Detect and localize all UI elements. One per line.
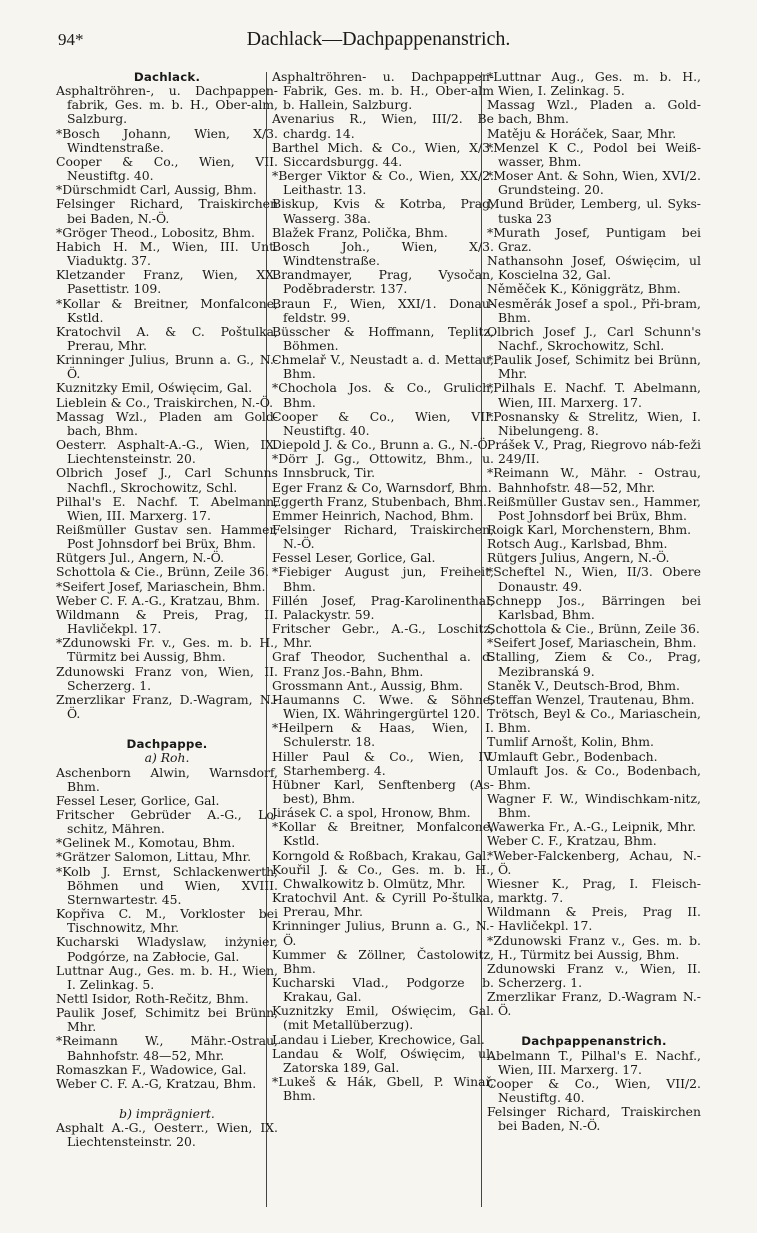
directory-entry: Nathansohn Josef, Oświęcim, ul Koscielna 32, Gal. [487,253,701,283]
directory-entry: Haumanns C. Wwe. & Söhne, Wien, IX. Währingergürtel 120. [272,691,494,722]
directory-entry: Kuznitzky Emil, Oświęcim, Gal. (mit Metallüberzug). [272,1003,494,1033]
directory-entry: *Grätzer Salomon, Littau, Mhr. [56,849,252,865]
directory-entry: Kucharski Vlad., Podgorze b. Krakau, Gal. [272,975,494,1005]
directory-column-1 [56,70,278,1150]
directory-entry: Braun F., Wien, XXI/1. Donau-feldstr. 99. [272,295,494,325]
directory-entry: Abelmann T., Pilhal's E. Nachf., Wien, III. Marxerg. 17. [487,1047,701,1077]
directory-entry: Cooper & Co., Wien, VII. Neustiftg. 40. [56,153,278,184]
subsection-heading: b) imprägniert. [119,1106,215,1122]
directory-entry: Trötsch, Beyl & Co., Mariaschein, Bhm. [487,706,701,736]
directory-entry: Oesterr. Asphalt-A.-G., Wien, IX. Liechtensteinstr. 20. [56,437,278,467]
section-heading: Dachpappenanstrich. [521,1034,667,1049]
directory-entry: Pilhal's E. Nachf. T. Abelmann, Wien, III. Marxerg. 17. [56,493,278,523]
directory-entry: Schottola & Cie., Brünn, Zeile 36. [56,564,269,580]
directory-entry: Cooper & Co., Wien, VII/2. Neustiftg. 40. [487,1075,701,1106]
directory-entry: *Pilhals E. Nachf. T. Abelmann, Wien, III. Marxerg. 17. [487,380,701,410]
directory-entry: Kopřiva C. M., Vorkloster bei Tischnowitz, Mhr. [56,906,278,936]
directory-column-2 [272,70,494,1103]
page-header [0,18,757,58]
directory-entry: Weber C. F. A.-G, Kratzau, Bhm. [56,1075,257,1091]
directory-entry: Büsscher & Hoffmann, Teplitz, Böhmen. [272,323,494,353]
directory-entry: Nettl Isidor, Roth-Rečitz, Bhm. [56,991,249,1006]
section-heading: Dachlack. [133,70,201,84]
directory-entry: Emmer Heinrich, Nachod, Bhm. [272,507,474,523]
directory-entry: Kuznitzky Emil, Oświęcim, Gal. [56,380,253,396]
directory-entry: *Chochola Jos. & Co., Grulich, Bhm. [272,380,494,410]
directory-entry: Kucharski Wladyslaw, inżynier, Podgórze, na Zabłocie, Gal. [56,934,278,964]
directory-entry: *Weber-Falckenberg, Achau, N.-Ö. [487,847,701,877]
directory-entry: Nesměrák Josef a spol., Při-bram, Bhm. [487,295,701,325]
directory-entry: *Menzel K C., Podol bei Weiß-wasser, Bhm. [487,139,701,169]
directory-entry: Landau i Lieber, Krechowice, Gal. [272,1031,485,1047]
directory-entry: *Seifert Josef, Mariaschein, Bhm. [56,578,266,594]
directory-entry: Krinninger Julius, Brunn a. G., N.-Ö. [56,352,278,382]
directory-entry: Fessel Leser, Gorlice, Gal. [272,550,436,566]
directory-entry: Wildmann & Preis, Prag II. Havličekpl. 17. [487,904,701,934]
directory-entry: *Fiebiger August jun, Freiheit, Bhm. [272,564,494,594]
directory-entry: Schottola & Cie., Brünn, Zeile 36. [487,621,700,637]
section-heading: Dachpappe. [126,737,208,752]
directory-entry: *Berger Viktor & Co., Wien, XX/2. Leithastr. 13. [272,168,494,198]
section-gap [487,1018,701,1034]
directory-entry: *Kollar & Breitner, Monfalcone, Kstld. [272,819,494,849]
subsection-heading: a) Roh. [144,750,190,766]
directory-entry: *Heilpern & Haas, Wien, I. Schulerstr. 18. [272,720,494,750]
directory-entry: Fritscher Gebr., A.-G., Loschitz, Mhr. [272,621,494,651]
directory-entry: Tumlif Arnošt, Kolin, Bhm. [487,734,654,750]
directory-entry: Stalling, Ziem & Co., Prag, Mezibranská 9. [487,649,701,679]
directory-entry: *Scheftel N., Wien, II/3. Obere Donaustr. 49. [487,564,701,594]
directory-entry: Weber C. F., Kratzau, Bhm. [487,833,657,849]
directory-entry: *Dörr J. Gg., Ottowitz, Bhm., u. Innsbruck, Tir. [272,451,494,481]
directory-entry: Felsinger Richard, Traiskirchen bei Baden, N.-Ö. [487,1104,701,1134]
directory-entry: Chmelař V., Neustadt a. d. Mettau, Bhm. [272,352,494,382]
directory-entry: Wawerka Fr., A.-G., Leipnik, Mhr. [487,819,697,835]
directory-entry: Habich H. M., Wien, III. Unt. Viaduktg. 37. [56,238,278,269]
directory-entry: Olbrich Josef J., Carl Schunn's Nachf., Skrochowitz, Schl. [487,323,701,353]
directory-entry: Zmerzlikar Franz, D.-Wagram, N.-Ö. [56,691,278,722]
directory-entry: *Bosch Johann, Wien, X/3. Windtenstraße. [56,125,278,155]
directory-entry: Eggerth Franz, Stubenbach, Bhm. [272,493,487,509]
directory-entry: *Gröger Theod., Lobositz, Bhm. [56,224,255,240]
directory-entry: Brandmayer, Prag, Vysočan, Poděbraderstr. 137. [272,267,494,297]
directory-entry: Kratochvil Ant. & Cyrill Po-štulka, Prerau, Mhr. [272,890,494,920]
directory-entry: Felsinger Richard, Traiskirchen, N.-Ö. [272,522,494,552]
directory-entry: Weber C. F. A.-G., Kratzau, Bhm. [56,592,261,608]
section-gap [56,721,278,737]
running-title: Dachlack—Dachpappenanstrich. [246,28,511,50]
directory-entry: Zdunowski Franz v., Wien, II. Scherzerg. 1. [487,960,701,990]
directory-entry: Hiller Paul & Co., Wien, IV. Starhemberg. 4. [272,748,494,778]
directory-entry: Reißmüller Gustav sen., Hammer, Post Johnsdorf bei Brüx, Bhm. [487,493,701,523]
directory-entry: Matěju & Horáček, Saar, Mhr. [487,125,677,141]
directory-entry: Prášek V., Prag, Riegrovo náb-feži 249/II. [487,437,701,467]
directory-entry: Krinninger Julius, Brunn a. G., N.-Ö. [272,918,494,948]
directory-entry: Eger Franz & Co, Warnsdorf, Bhm. [272,479,492,495]
directory-entry: Kratochvil A. & C. Poštulka, Prerau, Mhr. [56,323,278,353]
directory-entry: *Zdunowski Fr. v., Ges. m. b. H., Türmitz bei Aussig, Bhm. [56,635,278,665]
directory-entry: Felsinger Richard, Traiskirchen bei Baden, N.-Ö. [56,196,278,226]
directory-entry: *Reimann W., Mähr. - Ostrau, Bahnhofstr. 48—52, Mhr. [487,465,701,495]
directory-entry: Diepold J. & Co., Brunn a. G., N.-Ö. [272,437,491,453]
directory-entry: Wagner F. W., Windischkam-nitz, Bhm. [487,790,701,821]
directory-entry: Blažek Franz, Polička, Bhm. [272,224,448,240]
directory-entry: Roigk Karl, Morchenstern, Bhm. [487,522,692,537]
directory-entry: Lieblein & Co., Traiskirchen, N.-Ö. [56,394,274,410]
directory-entry: Asphaltröhren- u. Dachpappen-Fabrik, Ges. m. b. H., Ober-alm b. Hallein, Salzburg. [272,69,494,113]
directory-entry: Mund Brüder, Lemberg, ul. Syks-tuska 23 [487,196,701,226]
directory-entry: Landau & Wolf, Oświęcim, ul. Zatorska 189, Gal. [272,1045,494,1075]
directory-entry: *Reimann W., Mähr.-Ostrau, Bahnhofstr. 48—52, Mhr. [56,1033,278,1063]
directory-entry: *Moser Ant. & Sohn, Wien, XVI/2. Grundsteing. 20. [487,168,701,198]
directory-entry: Korngold & Roßbach, Krakau, Gal. [272,847,491,863]
directory-entry: Fillén Josef, Prag-Karolinenthal, Palackystr. 59. [272,592,494,622]
directory-entry: Graf Theodor, Suchenthal a. d. Franz Jos.-Bahn, Bhm. [272,649,494,679]
directory-entry: Asphaltröhren-, u. Dachpappen-fabrik, Ges. m. b. H., Ober-alm, Salzburg. [56,83,278,127]
directory-entry: Avenarius R., Wien, III/2. Be chardg. 14. [272,111,494,141]
directory-entry: Zmerzlikar Franz, D.-Wagram N.-Ö. [487,989,701,1019]
directory-entry: *Paulik Josef, Schimitz bei Brünn, Mhr. [487,352,701,382]
directory-entry: *Murath Josef, Puntigam bei Graz. [487,224,701,254]
directory-entry: *Dürschmidt Carl, Aussig, Bhm. [56,182,257,198]
directory-entry: *Kollar & Breitner, Monfalcone, Kstld. [56,295,278,325]
directory-entry: Umlauft Gebr., Bodenbach. [487,748,658,764]
directory-entry: *Kolb J. Ernst, Schlackenwerth, Böhmen und Wien, XVIII. Sternwartestr. 45. [56,863,278,907]
directory-entry: *Posnansky & Strelitz, Wien, I. Nibelungeng. 8. [487,408,701,438]
directory-entry: Jirásek C. a spol, Hronow, Bhm. [272,805,471,821]
directory-entry: Biskup, Kvis & Kotrba, Prag, Wasserg. 38a. [272,196,494,226]
directory-entry: *Lukeš & Hák, Gbell, P. Winař, Bhm. [272,1074,494,1104]
directory-entry: Aschenborn Alwin, Warnsdorf, Bhm. [56,764,278,794]
directory-entry: Cooper & Co., Wien, VII. Neustiftg. 40. [272,408,494,438]
directory-entry: Kouřil J. & Co., Ges. m. b. H., Chwalkowitz b. Olmütz, Mhr. [272,861,494,891]
directory-entry: Staněk V., Deutsch-Brod, Bhm. [487,677,680,693]
directory-entry: Wildmann & Preis, Prag, II. Havličekpl. 17. [56,606,278,637]
directory-entry: Grossmann Ant., Aussig, Bhm. [272,677,463,693]
directory-entry: Kummer & Zöllner, Častolowitz, Bhm. [272,946,494,976]
page-number: 94* [58,30,84,49]
directory-entry: Fessel Leser, Gorlice, Gal. [56,792,220,808]
directory-entry: Luttnar Aug., Ges. m. b. H., Wien, I. Zelinkag. 5. [56,962,278,992]
directory-entry: *Luttnar Aug., Ges. m. b. H., Wien, I. Zelinkag. 5. [487,69,701,99]
directory-entry: Kletzander Franz, Wien, XX. Pasettistr. 109. [56,267,278,297]
directory-entry: Steffan Wenzel, Trautenau, Bhm. [487,691,695,707]
directory-entry: Fritscher Gebrüder A.-G., Lo-schitz, Mähren. [56,806,278,837]
section-gap [56,1091,278,1107]
directory-entry: Schnepp Jos., Bärringen bei Karlsbad, Bhm. [487,592,701,622]
directory-column-3 [487,70,701,1134]
directory-entry: *Zdunowski Franz v., Ges. m. b. H., Türmitz bei Aussig, Bhm. [487,932,701,962]
directory-entry: Asphalt A.-G., Oesterr., Wien, IX. Liechtensteinstr. 20. [56,1120,278,1150]
directory-entry: Umlauft Jos. & Co., Bodenbach, Bhm. [487,762,701,792]
directory-entry: *Gelinek M., Komotau, Bhm. [56,835,236,851]
directory-entry: Massag Wzl., Pladen am Gold-bach, Bhm. [56,408,278,438]
directory-entry: *Seifert Josef, Mariaschein, Bhm. [487,635,697,651]
directory-entry: Hübner Karl, Senftenberg (As-best), Bhm. [272,776,494,806]
directory-entry: Bosch Joh., Wien, X/3. Windtenstraße. [272,238,494,269]
directory-entry: Rütgers Julius, Angern, N.-Ö. [487,550,670,566]
directory-entry: Zdunowski Franz von, Wien, II. Scherzerg. 1. [56,663,278,693]
directory-entry: Něměček K., Königgrätz, Bhm. [487,281,681,297]
directory-entry: Rütgers Jul., Angern, N.-Ö. [56,550,225,566]
directory-entry: Reißmüller Gustav sen. Hammer, Post Johnsdorf bei Brüx, Bhm. [56,522,278,552]
directory-entry: Wiesner K., Prag, I. Fleisch-marktg. 7. [487,875,701,906]
directory-entry: Massag Wzl., Pladen a. Gold-bach, Bhm. [487,97,701,127]
directory-entry: Rotsch Aug., Karlsbad, Bhm. [487,536,668,552]
directory-entry: Olbrich Josef J., Carl Schunns Nachfl., Skrochowitz, Schl. [56,465,278,495]
directory-entry: Romaszkan F., Wadowice, Gal. [56,1061,247,1077]
directory-entry: Barthel Mich. & Co., Wien, X/3. Siccardsburgg. 44. [272,139,494,169]
directory-entry: Paulik Josef, Schimitz bei Brünn, Mhr. [56,1005,278,1035]
